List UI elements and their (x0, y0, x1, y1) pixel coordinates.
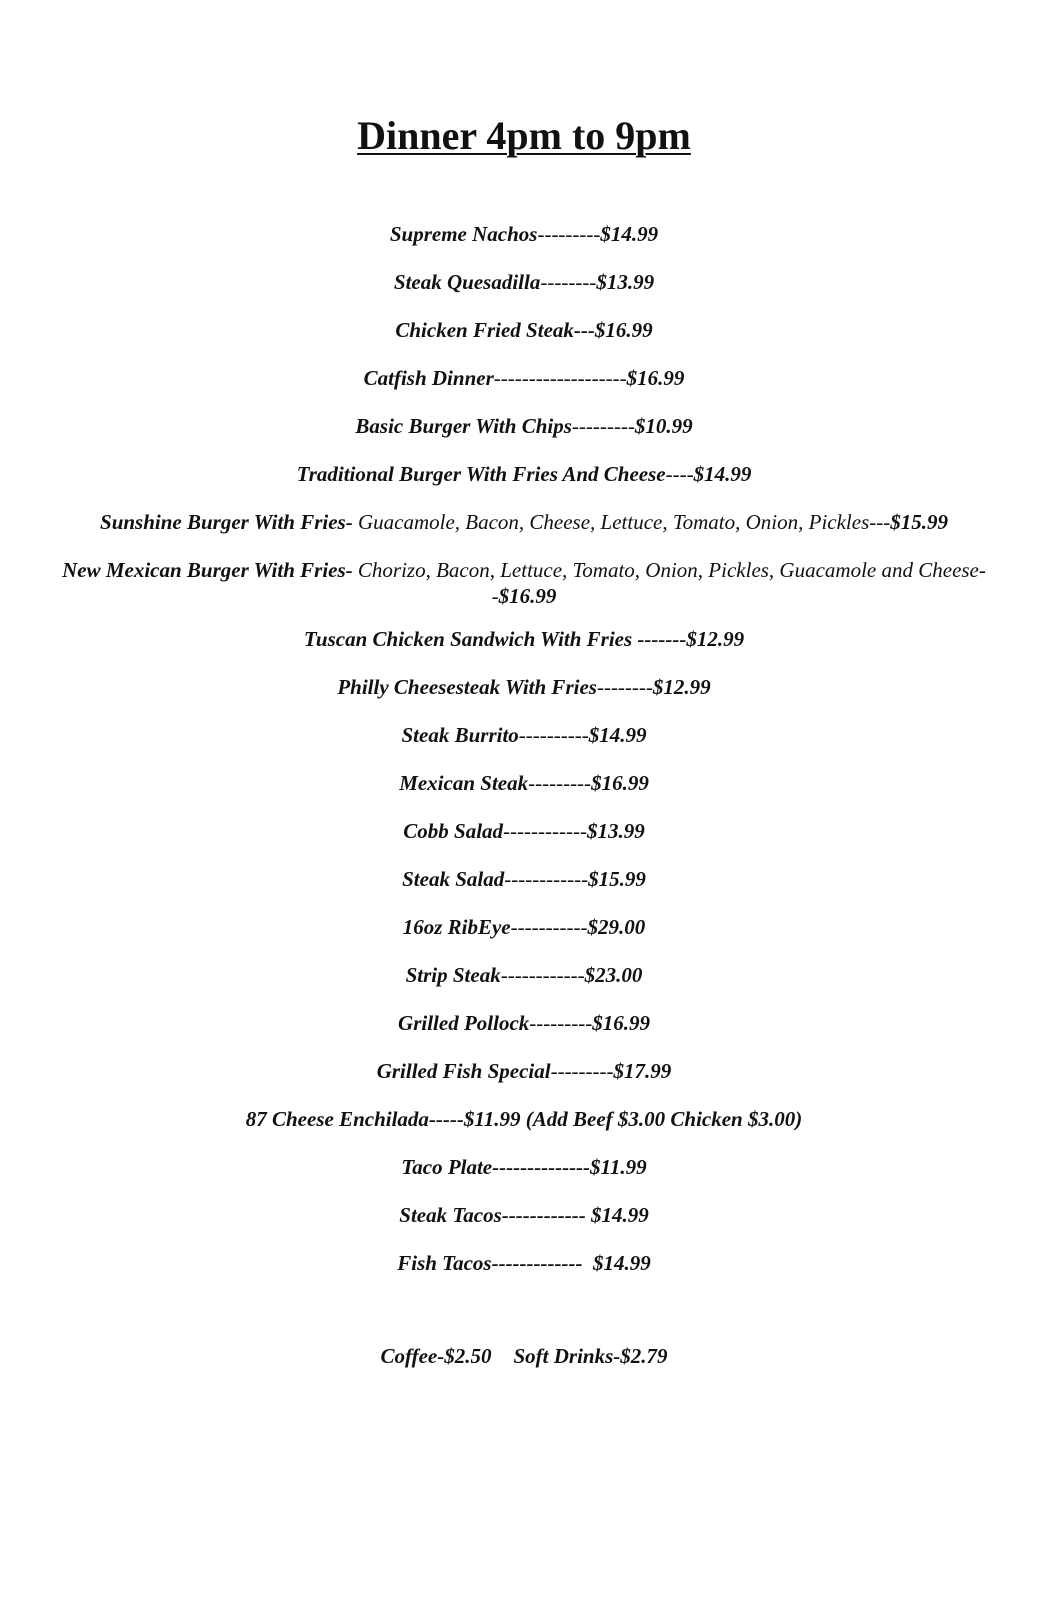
item-dashes: --------- (528, 771, 592, 795)
page-title: Dinner 4pm to 9pm (357, 113, 691, 158)
menu-item (40, 722, 1008, 748)
item-price: $12.99 (686, 627, 745, 651)
item-price: $14.99 (693, 462, 752, 486)
item-price: $14.99 (590, 1203, 649, 1227)
item-price: $14.99 (600, 222, 659, 246)
menu-item (40, 269, 1008, 295)
item-name: Taco Plate (401, 1155, 493, 1179)
item-dashes: --------- (529, 1011, 593, 1035)
item-price: $29.00 (587, 915, 646, 939)
item-addon: (Add Beef $3.00 Chicken $3.00) (520, 1107, 803, 1131)
menu-item (40, 1202, 1008, 1228)
menu-item (40, 1058, 1008, 1084)
menu-item (40, 1106, 1008, 1132)
item-name: Strip Steak (405, 963, 501, 987)
item-name: Steak Quesadilla (393, 270, 541, 294)
item-price: $13.99 (596, 270, 655, 294)
item-price: $11.99 (590, 1155, 647, 1179)
menu-item (40, 557, 1008, 609)
menu-item (40, 914, 1008, 940)
item-name: Basic Burger With Chips (355, 414, 572, 438)
menu-item (40, 317, 1008, 343)
item-dashes: ------------ (503, 819, 587, 843)
item-name: Fish Tacos (397, 1251, 492, 1275)
item-dashes: ----- (428, 1107, 464, 1131)
item-price: $14.99 (593, 1251, 651, 1275)
item-name: Steak Burrito (401, 723, 519, 747)
item-name: Steak Tacos (399, 1203, 502, 1227)
menu-item (40, 365, 1008, 391)
item-name: Grilled Fish Special (376, 1059, 551, 1083)
item-name: Mexican Steak (399, 771, 529, 795)
menu-item (40, 461, 1008, 487)
item-dashes: -------------- (492, 1155, 591, 1179)
item-name: 16oz RibEye (402, 915, 511, 939)
item-price: $15.99 (890, 510, 948, 534)
item-name: Cobb Salad (403, 819, 504, 843)
item-price: $16.99 (594, 318, 653, 342)
item-name: Catfish Dinner (363, 366, 494, 390)
item-dashes: ------------ (500, 963, 585, 987)
item-name: Grilled Pollock (398, 1011, 530, 1035)
item-dashes: ----------- (510, 915, 588, 939)
item-name: Sunshine Burger With Fries- (100, 510, 353, 534)
menu-item (40, 1010, 1008, 1036)
item-dashes: ---- (665, 462, 694, 486)
menu-item (40, 1250, 1008, 1276)
drinks-line (0, 1343, 1048, 1369)
item-name: Philly Cheesesteak With Fries (337, 675, 597, 699)
item-price: $14.99 (588, 723, 647, 747)
item-price: $15.99 (588, 867, 646, 891)
item-dashes: --------- (537, 222, 601, 246)
item-dashes: --- (869, 510, 891, 534)
item-price: $10.99 (634, 414, 693, 438)
menu-item (40, 962, 1008, 988)
item-name: Supreme Nachos (389, 222, 538, 246)
item-description: Guacamole, Bacon, Cheese, Lettuce, Tomato, Onion, Pickles (352, 510, 870, 534)
item-name: Chicken Fried Steak (395, 318, 574, 342)
menu-item (40, 818, 1008, 844)
item-dashes: ------------- (491, 1251, 593, 1275)
menu-item (40, 221, 1008, 247)
item-price: $16.99 (626, 366, 685, 390)
item-dashes: --------- (550, 1059, 614, 1083)
item-price: $16.99 (592, 1011, 650, 1035)
menu-list (40, 221, 1008, 1298)
item-dashes: ------------ (504, 867, 589, 891)
item-dashes: ------------ (501, 1203, 591, 1227)
menu-item (40, 413, 1008, 439)
item-name: New Mexican Burger With Fries- (62, 558, 353, 582)
menu-item (40, 509, 1008, 535)
item-name: Steak Salad (402, 867, 505, 891)
soft-drinks-price: Soft Drinks-$2.79 (513, 1344, 668, 1368)
item-name: 87 Cheese Enchilada (245, 1107, 429, 1131)
item-dashes: --------- (571, 414, 635, 438)
menu-item (40, 626, 1008, 652)
item-price: $23.00 (584, 963, 643, 987)
item-dashes: ---------- (518, 723, 589, 747)
item-name: Tuscan Chicken Sandwich With Fries (303, 627, 638, 651)
item-price: $17.99 (613, 1059, 672, 1083)
item-dashes: ------- (637, 627, 687, 651)
item-dashes: -- (491, 558, 986, 608)
item-dashes: -------- (540, 270, 597, 294)
item-price: $11.99 (463, 1107, 521, 1131)
coffee-price: Coffee-$2.50 (380, 1344, 492, 1368)
item-price: $16.99 (591, 771, 649, 795)
item-dashes: -------- (596, 675, 653, 699)
item-name: Traditional Burger With Fries And Cheese (296, 462, 666, 486)
item-description: Chorizo, Bacon, Lettuce, Tomato, Onion, Pickles, Guacamole and Cheese (352, 558, 979, 582)
menu-item (40, 1154, 1008, 1180)
item-price: $13.99 (586, 819, 645, 843)
item-dashes: --- (573, 318, 595, 342)
menu-item (40, 770, 1008, 796)
menu-item (40, 674, 1008, 700)
item-price: $16.99 (498, 584, 557, 608)
item-dashes: ------------------- (493, 366, 627, 390)
menu-item (40, 866, 1008, 892)
item-price: $12.99 (652, 675, 711, 699)
